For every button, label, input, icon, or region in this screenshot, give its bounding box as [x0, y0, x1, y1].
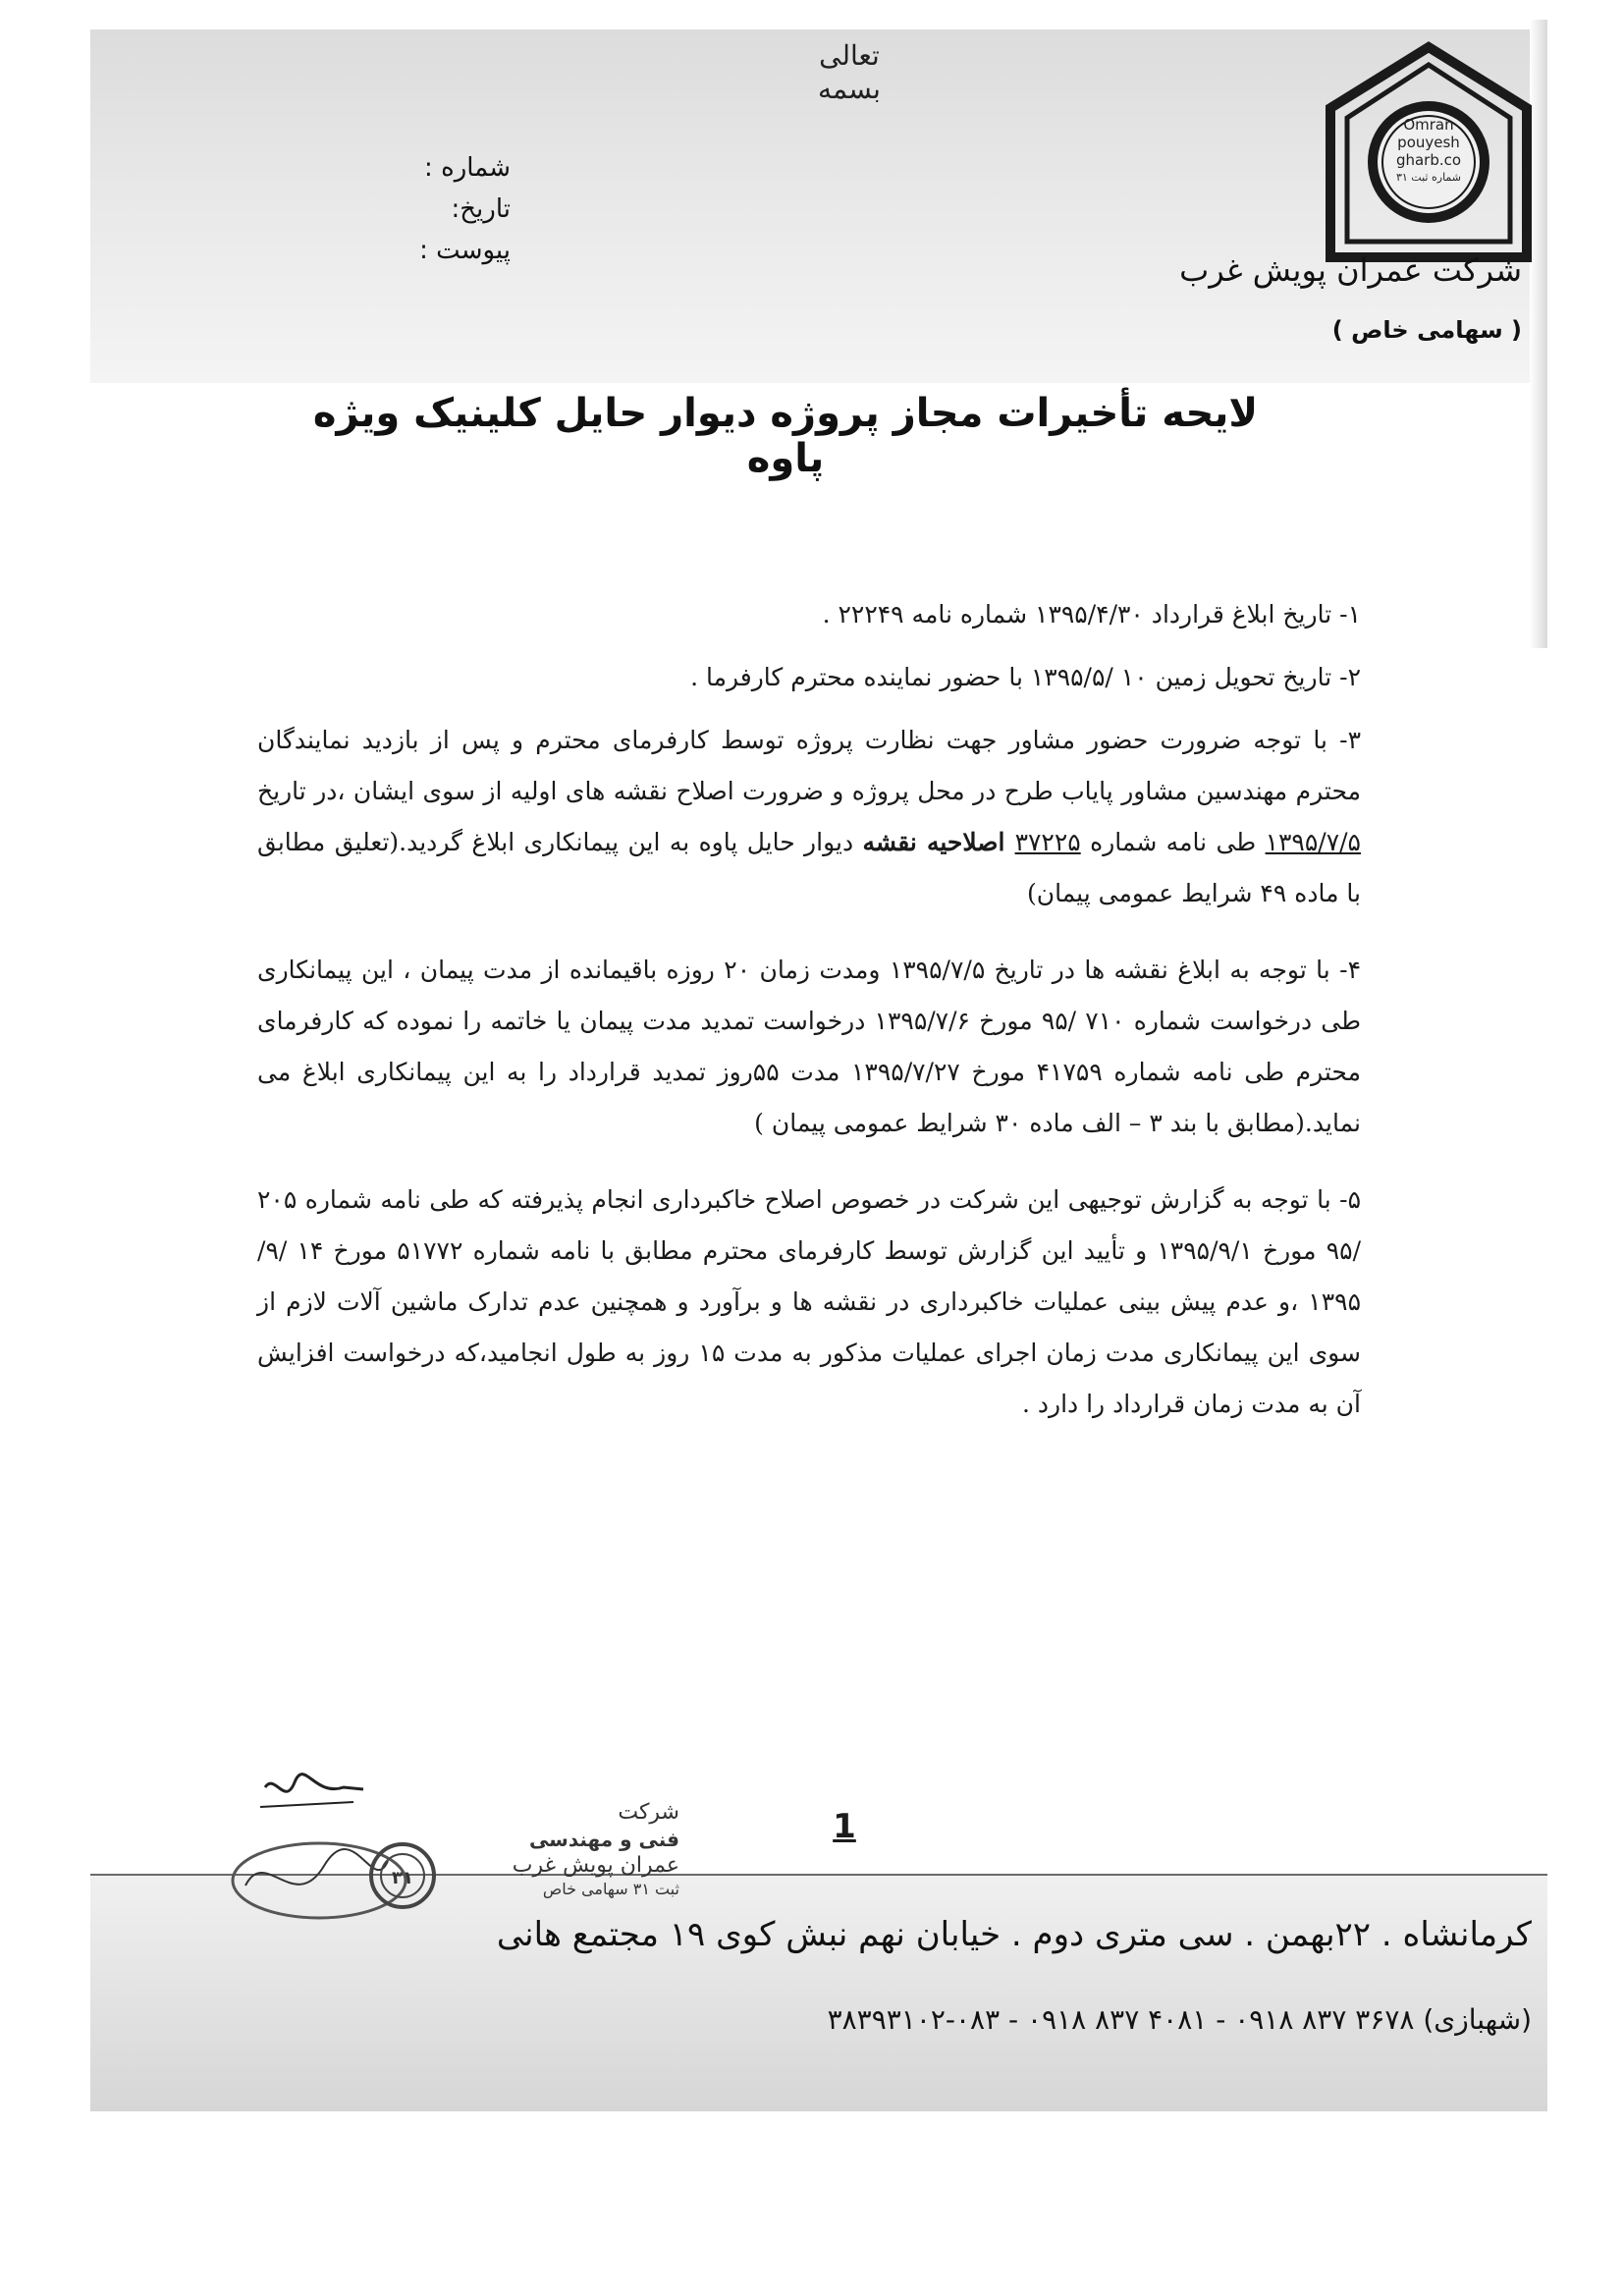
- letter-meta: [295, 147, 511, 271]
- footer-phones: (شهبازی) ۳۶۷۸ ۸۳۷ ۰۹۱۸ - ۴۰۸۱ ۸۳۷ ۰۹۱۸ - ۰۸۳-۳۸۳۹۳۱۰۲: [827, 2003, 1532, 2036]
- meta-attachment-label: پیوست :: [419, 236, 511, 265]
- paragraph-1: ۱- تاریخ ابلاغ قرارداد ۱۳۹۵/۴/۳۰ شماره نامه ۲۲۲۴۹ .: [822, 600, 1361, 629]
- stamp-text: شرکت فنی و مهندسی عمران پویش غرب ثبت ۳۱ سهامی خاص: [512, 1800, 679, 1898]
- page-number: 1: [833, 1807, 856, 1846]
- company-name: شرکت عمران پویش غرب: [1179, 251, 1522, 289]
- footer-address: کرمانشاه . ۲۲بهمن . سی متری دوم . خیابان نهم نبش کوی ۱۹ مجتمع هانی: [496, 1915, 1532, 1954]
- meta-date-label: تاریخ:: [451, 194, 511, 224]
- underlined-letter-number: ۳۷۲۲۵: [1014, 828, 1081, 856]
- signature-stamp: [206, 1768, 452, 1925]
- underlined-date: ۱۳۹۵/۷/۵: [1265, 828, 1361, 856]
- logo-text: Omran pouyesh gharb.co شماره ثبت ۳۱: [1395, 116, 1462, 184]
- company-type: ( سهامی خاص ): [1331, 316, 1522, 344]
- paragraph-3: ۳- با توجه ضرورت حضور مشاور جهت نظارت پروژه توسط کارفرمای محترم و پس از بازدید نمایندگان محترم مهندسین مشاور پایاب طرح در محل پروژه و ضرورت اصلاح نقشه های اولیه از سوی ایشان ،در تاریخ ۱۳۹۵/۷/۵ طی نامه شماره ۳۷۲۲۵ اصلاحیه نقشه دیوار حایل پاوه به این پیمانکاری ابلاغ گردید.(تعلیق مطابق با ماده ۴۹ شرایط عمومی پیمان): [257, 726, 1361, 907]
- paragraph-5: ۵- با توجه به گزارش توجیهی این شرکت در خصوص اصلاح خاکبرداری انجام پذیرفته که طی نامه شماره ۲۰۵ /۹۵ مورخ ۱۳۹۵/۹/۱ و تأیید این گزارش توسط کارفرمای محترم مطابق با نامه شماره ۵۱۷۷۲ مورخ ۱۴ /۹/ ۱۳۹۵ ،و عدم پیش بینی عملیات خاکبرداری در نقشه ها و برآورد و همچنین عدم تدارک ماشین آلات لازم از سوی این پیمانکاری مدت زمان اجرای عملیات مذکور به مدت ۱۵ روز به طول انجامید،که درخواست افزایش آن به مدت زمان قرارداد را دارد .: [257, 1185, 1361, 1418]
- document-body: [257, 589, 1361, 1442]
- basmala: تعالی بسمه: [818, 39, 881, 105]
- bold-phrase: اصلاحیه نقشه: [862, 828, 1015, 856]
- paragraph-4: ۴- با توجه به ابلاغ نقشه ها در تاریخ ۱۳۹۵/۷/۵ ومدت زمان ۲۰ روزه باقیمانده از مدت پیمان ، این پیمانکاری طی درخواست شماره ۷۱۰ /۹۵ مورخ ۱۳۹۵/۷/۶ درخواست تمدید مدت پیمان یا خاتمه را نموده که کارفرمای محترم طی نامه شماره ۴۱۷۵۹ مورخ ۱۳۹۵/۷/۲۷ مدت ۵۵روز تمدید قرارداد را به این پیمانکاری ابلاغ می نماید.(مطابق با بند ۳ – الف ماده ۳۰ شرایط عمومی پیمان ): [257, 956, 1362, 1137]
- stamp-circle-number: ۳۱: [392, 1868, 413, 1888]
- document-title: لایحه تأخیرات مجاز پروژه دیوار حایل کلینیک ویژه پاوه: [312, 391, 1259, 481]
- paragraph-2: ۲- تاریخ تحویل زمین ۱۰ /۱۳۹۵/۵ با حضور نماینده محترم کارفرما .: [690, 663, 1361, 691]
- meta-number-label: شماره :: [424, 153, 511, 183]
